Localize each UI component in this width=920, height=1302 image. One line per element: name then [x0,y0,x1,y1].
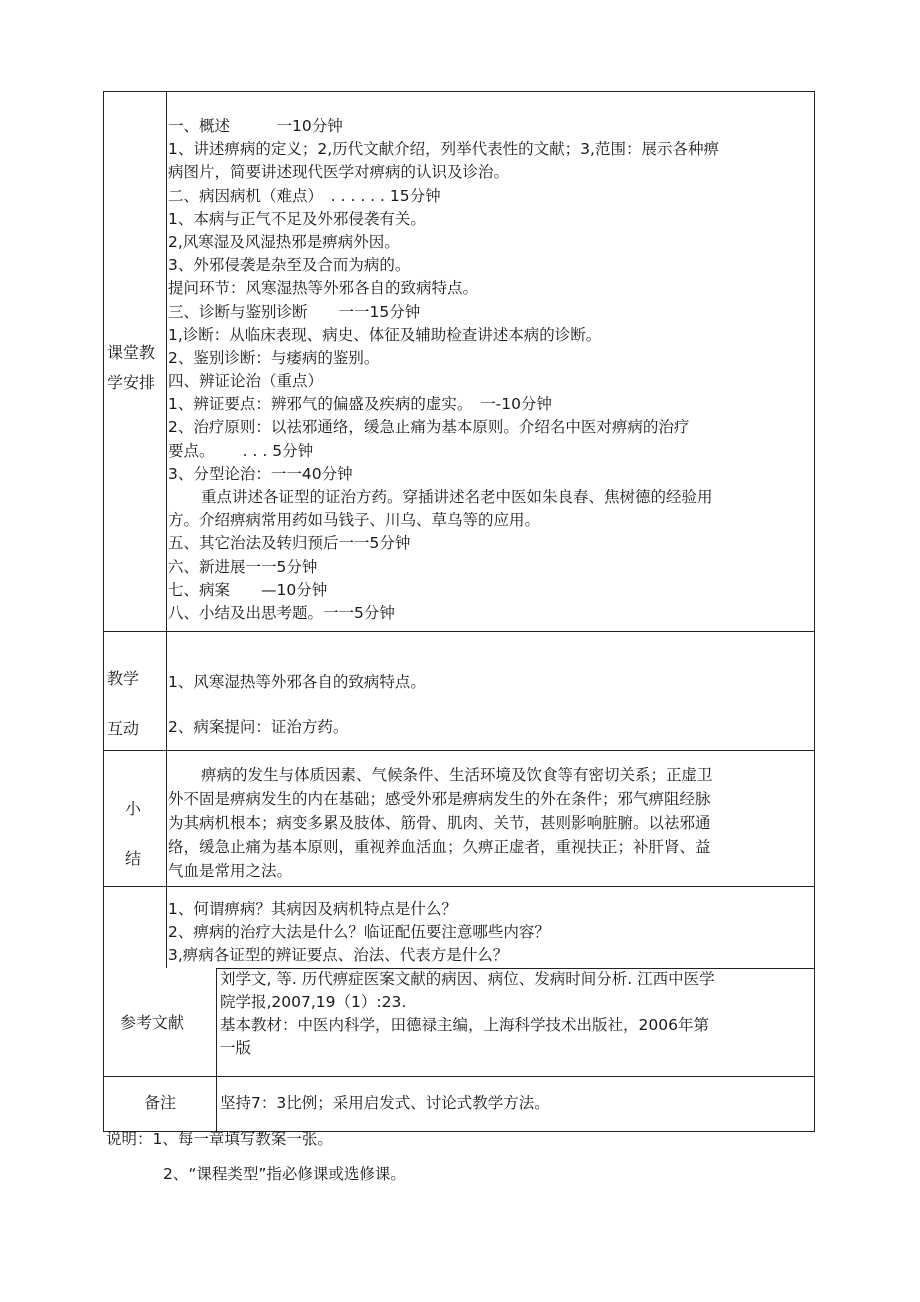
arrangement-line: 二、病因病机（难点） . . . . . . 15分钟 [168,186,441,205]
arrangement-line: 方。介绍痹病常用药如马钱子、川乌、草乌等的应用。 [168,511,541,530]
arrangement-content [168,115,719,625]
arrangement-line: 六、新进展一一5分钟 [168,557,318,576]
arrangement-line: 五、其它治法及转归预后一一5分钟 [168,534,411,553]
table-rule [103,750,814,751]
reference-line: 一版 [220,1039,252,1057]
arrangement-line: 三、诊断与鉴别诊断 一一15分钟 [168,302,421,321]
arrangement-line: 四、辨证论治（重点） [168,372,324,391]
table-rule [103,91,104,1132]
arrangement-line: 1、本病与正气不足及外邪侵袭有关。 [168,209,426,228]
summary-line: 外不固是痹病发生的内在基础；感受外邪是痹病发生的外在条件；邪气痹阻经脉 [168,790,711,808]
question-item: 1、何谓痹病？其病因及病机特点是什么？ [168,900,457,918]
arrangement-line: 病图片，简要讲述现代医学对痹病的认识及诊治。 [168,163,510,182]
arrangement-line: 要点。 . . . 5分钟 [168,441,314,460]
arrangement-line: 1,诊断：从临床表现、病史、体征及辅助检查讲述本病的诊断。 [168,325,602,344]
arrangement-line: 2、鉴别诊断：与痿病的鉴别。 [168,348,380,367]
arrangement-label: 课堂教 学安排 [107,343,156,392]
table-rule [103,631,814,632]
table-rule [216,968,217,1132]
arrangement-line: 3、外邪侵袭是杂至及合而为病的。 [168,256,411,275]
arrangement-line: 八、小结及出思考题。一一5分钟 [168,603,395,622]
interaction-content [168,660,426,750]
arrangement-line: 1、辨证要点：辨邪气的偏盛及疾病的虚实。 一-10分钟 [168,395,552,414]
table-rule [166,91,167,968]
reference-line: 刘学文, 等. 历代痹症医案文献的病因、病位、发病时间分析. 江西中医学 [220,970,715,988]
questions-content [168,898,550,967]
table-rule [814,91,815,1132]
table-rule [103,1076,814,1077]
summary-line: 气血是常用之法。 [168,862,293,880]
summary-label: 小 结 [125,799,142,868]
summary-line: 为其病机根本；病变多累及肢体、筋骨、肌肉、关节，甚则影响脏腑。以祛邪通 [168,814,711,832]
arrangement-line: 1、讲述痹病的定义；2,历代文献介绍，列举代表性的文献；3,范围：展示各种痹 [168,140,719,159]
arrangement-line: 2、治疗原则：以祛邪通络，缓急止痛为基本原则。介绍名中医对痹病的治疗 [168,418,690,437]
interaction-item: 1、风寒湿热等外邪各自的致病特点。 [168,673,426,691]
arrangement-line: 一、概述 一10分钟 [168,117,343,135]
table-rule [103,886,814,887]
remarks-label: 备注 [144,1093,177,1112]
remarks-content: 坚持7：3比例；采用启发式、讨论式教学方法。 [220,1094,550,1112]
summary-content [168,763,713,883]
arrangement-line: 七、病案 —10分钟 [168,580,328,599]
arrangement-line: 2,风寒湿及风湿热邪是痹病外因。 [168,232,400,251]
references-label: 参考文献 [120,1013,185,1032]
references-content [220,968,715,1060]
arrangement-line: 3、分型论治：一一40分钟 [168,464,353,483]
question-item: 2、痹病的治疗大法是什么？临证配伍要注意哪些内容？ [168,923,550,941]
question-item: 3,痹病各证型的辨证要点、治法、代表方是什么？ [168,946,509,964]
reference-line: 院学报,2007,19（1）:23. [220,993,407,1011]
interaction-item: 2、病案提问：证治方药。 [168,718,349,736]
arrangement-line: 提问环节：风寒湿热等外邪各自的致病特点。 [168,279,479,298]
summary-line: 痹病的发生与体质因素、气候条件、生活环境及饮食等有密切关系；正虚卫 [201,766,713,784]
table-rule [103,91,814,92]
note-line: 说明：1、每一章填写教案一张。 [106,1130,333,1148]
interaction-label: 教学 互动 [107,669,140,738]
note-line: 2、“课程类型”指必修课或选修课。 [163,1165,406,1183]
summary-line: 络，缓急止痛为基本原则，重视养血活血；久痹正虚者，重视扶正；补肝肾、益 [168,838,711,856]
arrangement-line: 重点讲述各证型的证治方药。穿插讲述名老中医如朱良春、焦树德的经验用 [201,488,713,506]
reference-line: 基本教材：中医内科学，田德禄主编，上海科学技术出版社，2006年第 [220,1016,709,1034]
